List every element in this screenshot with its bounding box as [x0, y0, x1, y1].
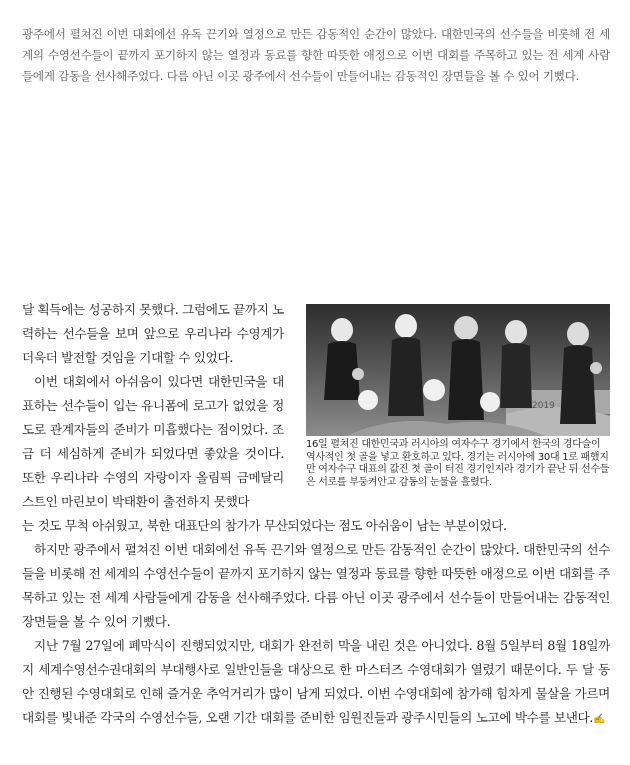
full-paragraph-3 — [22, 634, 610, 732]
end-mark-icon: ✍ — [593, 714, 606, 725]
full-paragraph-1: 는 것도 무척 아쉬웠고, 북한 대표단의 참가가 무산되었다는 점도 아쉬움이 남는 부분이었다. — [22, 518, 507, 533]
left-column — [22, 298, 284, 514]
banner-year: 2019 — [532, 401, 555, 411]
full-paragraph-2: 하지만 광주에서 펼쳐진 이번 대회에선 유독 끈기와 열정으로 만든 감동적인 순간이 많았다. 대한민국의 선수들을 비롯해 전 세계의 수영선수들이 끝까지 포기하지 않는 열정과 동료를 향한 따뜻한 애정으로 이번 대회를 주목하고 있는 전 세계 사람들에게 감동을 선사해주었다. 다름 아닌 이곳 광주에서 선수들이 만들어내는 감동적인 장면들을 볼 수 있어 기뻤다. — [22, 542, 610, 629]
full-paragraph-3-text: 지난 7월 27일에 폐막식이 진행되었지만, 대회가 완전히 막을 내린 것은 아니었다. 8월 5일부터 8월 18일까지 세계수영선수권대회의 부대행사로 일반인들을 대상으로 한 마스터즈 수영대회가 열렸기 때문이다. 두 달 동안 진행된 수영대회로 인해 즐거운 추억거리가 많이 남게 되었다. 이번 수영대회에 참가해 힘차게 물살을 가르며 대회를 빛내준 각국의 수영선수들, 오랜 기간 대회를 준비한 임원진들과 광주시민들의 노고에 박수를 보낸다. — [22, 638, 610, 725]
photo-caption: 16일 펼쳐진 대한민국과 러시아의 여자수구 경기에서 한국의 경다슬이 역사적인 첫 골을 넣고 환호하고 있다. 경기는 러시아에 30대 1로 패했지만 여자수구 대표의 값진 첫 골이 터진 경기인지라 경기가 끝난 뒤 선수들은 서로를 부둥켜안고 감동의 눈물을 흘렸다. — [306, 439, 610, 488]
photo-block — [306, 304, 610, 489]
left-paragraph-1: 달 획득에는 성공하지 못했다. 그럼에도 끝까지 노력하는 선수들을 보며 앞으로 우리나라 수영계가 더욱더 발전할 것임을 기대할 수 있었다. — [22, 302, 284, 365]
water-polo-photo — [306, 304, 610, 436]
top-paragraph: 광주에서 펼쳐진 이번 대회에선 유독 끈기와 열정으로 만든 감동적인 순간이 많았다. 대한민국의 선수들을 비롯해 전 세계의 수영선수들이 끝까지 포기하지 않는 열정과 동료를 향한 따뜻한 애정으로 이번 대회를 주목하고 있는 전 세계 사람들에게 감동을 선사해주었다. 다름 아닌 이곳 광주에서 선수들이 만들어내는 감동적인 장면들을 볼 수 있어 기뻤다. — [22, 27, 610, 83]
full-width-text — [22, 514, 610, 732]
photo-illustration — [306, 304, 610, 436]
left-paragraph-2: 이번 대회에서 아쉬움이 있다면 대한민국을 대표하는 선수들이 입는 유니폼에 로고가 없었을 정도로 관계자들의 준비가 미흡했다는 점이었다. 조금 더 세심하게 준비가 되었다면 좋았을 것이다. 또한 우리나라 수영의 자랑이자 올림픽 금메달리스트인 마린보이 박태환이 출전하지 못했다 — [22, 374, 284, 509]
